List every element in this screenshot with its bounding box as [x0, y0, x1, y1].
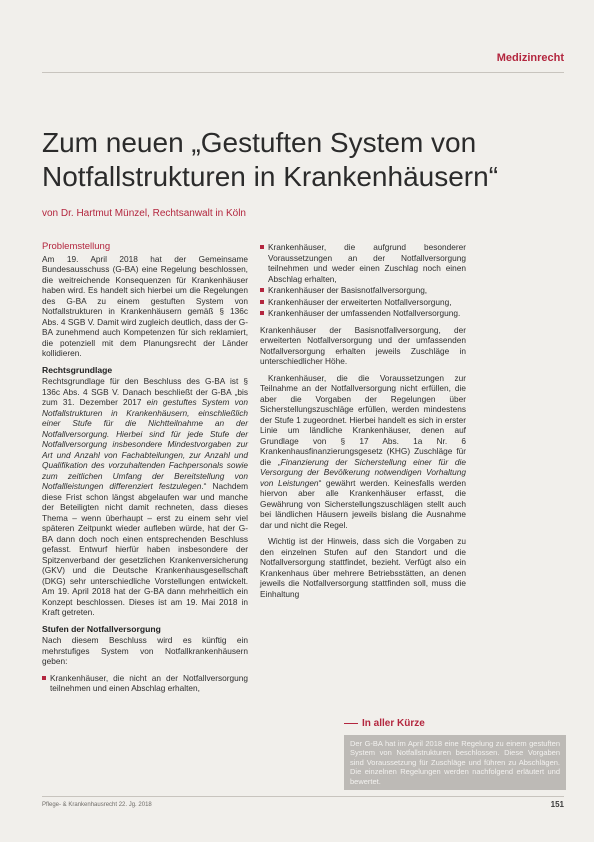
list-item-text: Krankenhäuser, die nicht an der Notfallversorgung teilnehmen und einen Abschlag erhalten, [50, 672, 248, 693]
column-left [42, 242, 248, 700]
list-item-text: Krankenhäuser der umfassenden Notfallversorgung. [268, 308, 461, 318]
paragraph-problemstellung: Am 19. April 2018 hat der Gemeinsame Bundesausschuss (G-BA) eine Regelung beschlossen, die weitreichende Konsequenzen für Krankenhäuser haben wird. Es handelt sich hierbei um die Regelungen des G-BA zu einem gestuften System von Notfallstrukturen in Krankenhäusern gemäß § 136c Abs. 4 SGB V. Damit wird zugleich deutlich, dass der G-BA zunehmend auch Kompetenzen für sich reklamiert, die potenziell mit dem Planungsrecht der Länder kollidieren. [42, 253, 248, 358]
bullet-square-icon [260, 300, 264, 304]
section-tag: Medizinrecht [496, 52, 564, 64]
paragraph-stufen: Nach diesem Beschluss wird es künftig ein mehrstufiges System von Notfallkrankenhäusern geben: [42, 635, 248, 666]
list-item [260, 285, 466, 296]
page-number: 151 [550, 800, 564, 809]
list-item [42, 673, 248, 694]
bullet-square-icon [260, 245, 264, 249]
quote-run: Finanzierung der Sicherstellung einer für die Versorgung der Bevölkerung notwendigen Vorhaltung von Leistungen [260, 456, 466, 488]
list-item-text: Krankenhäuser der Basisnotfallversorgung, [268, 285, 428, 295]
list-item [260, 297, 466, 308]
heading-rechtsgrundlage: Rechtsgrundlage [42, 364, 113, 375]
text-run: Rechtsgrundlage für den Beschluss des G-BA ist § 136c Abs. 4 SGB V. Danach beschließt der G-BA „bis zum 31. Dezember 2017 [42, 376, 248, 407]
text-run: “ gewährt werden. Keinesfalls werden hiervon aber alle Krankenhäuser erfasst, die Gewährung von Sicherstellungszuschlägen stellt auch bei ländlichen Häusern jeweils bislang die Ausnahme dar und nicht die Regel. [260, 477, 467, 530]
bullet-square-icon [42, 676, 46, 680]
bullet-square-icon [260, 288, 264, 292]
quote-run: ein gestuftes System von Notfallstrukturen in Krankenhäusern, einschließlich einer Stufe für die Nichtteilnahme an der Notfallversorgung. Hierbei sind für jede Stufe der Notfallversorgung insbesondere Mindestvorgaben zur Art und Anzahl von Fachabteilungen, zur Anzahl und Qualifikation des vorzuhaltenden Fachpersonals sowie zum zeitlichen Umfang der Bereitstellung von Notfallleistungen differenziert festzulegen [42, 397, 248, 491]
heading-stufen: Stufen der Notfallversorgung [42, 623, 161, 634]
text-run: Krankenhäuser, die die Voraussetzungen zur Teilnahme an der Notfallversorgung nicht erfüllen, die aber die Vorgaben der Regelungen über Sicherstellungszuschläge erfüllen, werden mindestens der Stufe 1 zugeordnet. Hierbei handelt es sich in erster Linie um ländliche Krankenhäuser, denen auf Grundlage von § 17 Abs. 1a Nr. 6 Krankenhausfinanzierungsgesetz (KHG) Zuschläge für die „ [260, 372, 466, 467]
summary-dash [344, 723, 358, 724]
list-item [260, 242, 466, 284]
paragraph-zuschlaege: Krankenhäuser der Basisnotfallversorgung, der erweiterten Notfallversorgung und der umfassenden Notfallversorgung erhalten jeweils Zuschläge in unterschiedlicher Höhe. [260, 324, 466, 366]
footer-journal: Pflege- & Krankenhausrecht 22. Jg. 2018 [42, 802, 152, 808]
list-item [260, 308, 466, 319]
summary-text: Der G-BA hat im April 2018 eine Regelung zu einem gestuften System von Notfallstrukturen beschlossen. Diese Vorgaben sind Voraussetzung für Zuschläge und führen zu Abschlägen. Die einzelnen Regelungen werden nachfolgend erläutert und bewertet. [344, 735, 566, 790]
article-title: Zum neuen „Gestuften System von Notfallstrukturen in Krankenhäusern“ [42, 127, 499, 192]
stufen-list [42, 673, 248, 694]
stufen-list-continued [260, 242, 466, 319]
list-item-text: Krankenhäuser, die aufgrund besonderer Voraussetzungen an der Notfallversorgung teilnehmen und weder einen Zuschlag noch einen Abschlag erhalten, [268, 242, 466, 284]
paragraph-standort: Wichtig ist der Hinweis, dass sich die Vorgaben zu den einzelnen Stufen auf den Standort und die Notfallversorgung stattfindet, bezieht. Verfügt also ein Krankenhaus über mehrere Betriebsstätten, an denen jeweils die Notfallversorgung stattfinden soll, muss die Einhaltung [260, 536, 466, 599]
summary-box [344, 718, 566, 790]
header-divider [42, 72, 564, 73]
footer-divider [42, 796, 564, 797]
text-run: .“ Nachdem diese Frist schon längst abgelaufen war und manche der Beteiligten nicht damit rechneten, dass dieses Thema – wenn überhaupt – erst zu einem sehr viel späteren Zeitpunkt wieder aufleben würde, hat der G-BA dann doch noch einen entsprechenden Beschluss gefasst. Entwurf hierfür haben insbesondere der Spitzenverband der gesetzlichen Krankenversicherung (GKV) und die Deutsche Krankenhausgesellschaft (DKG) sehr unterschiedliche Vorstellungen entwickelt. Am 19. April 2018 hat der G-BA dann mehrheitlich ein Konzept beschlossen. Dieses ist am 19. Mai 2018 in Kraft getreten. [42, 481, 248, 617]
paragraph-rechtsgrundlage [42, 376, 248, 618]
heading-problemstellung: Problemstellung [42, 241, 111, 252]
summary-heading [344, 718, 566, 729]
column-right [260, 242, 466, 605]
summary-heading-text: In aller Kürze [362, 718, 425, 729]
list-item-text: Krankenhäuser der erweiterten Notfallversorgung, [268, 296, 452, 307]
paragraph-sicherstellung [260, 373, 466, 531]
article-byline: von Dr. Hartmut Münzel, Rechtsanwalt in Köln [42, 208, 246, 219]
bullet-square-icon [260, 311, 264, 315]
